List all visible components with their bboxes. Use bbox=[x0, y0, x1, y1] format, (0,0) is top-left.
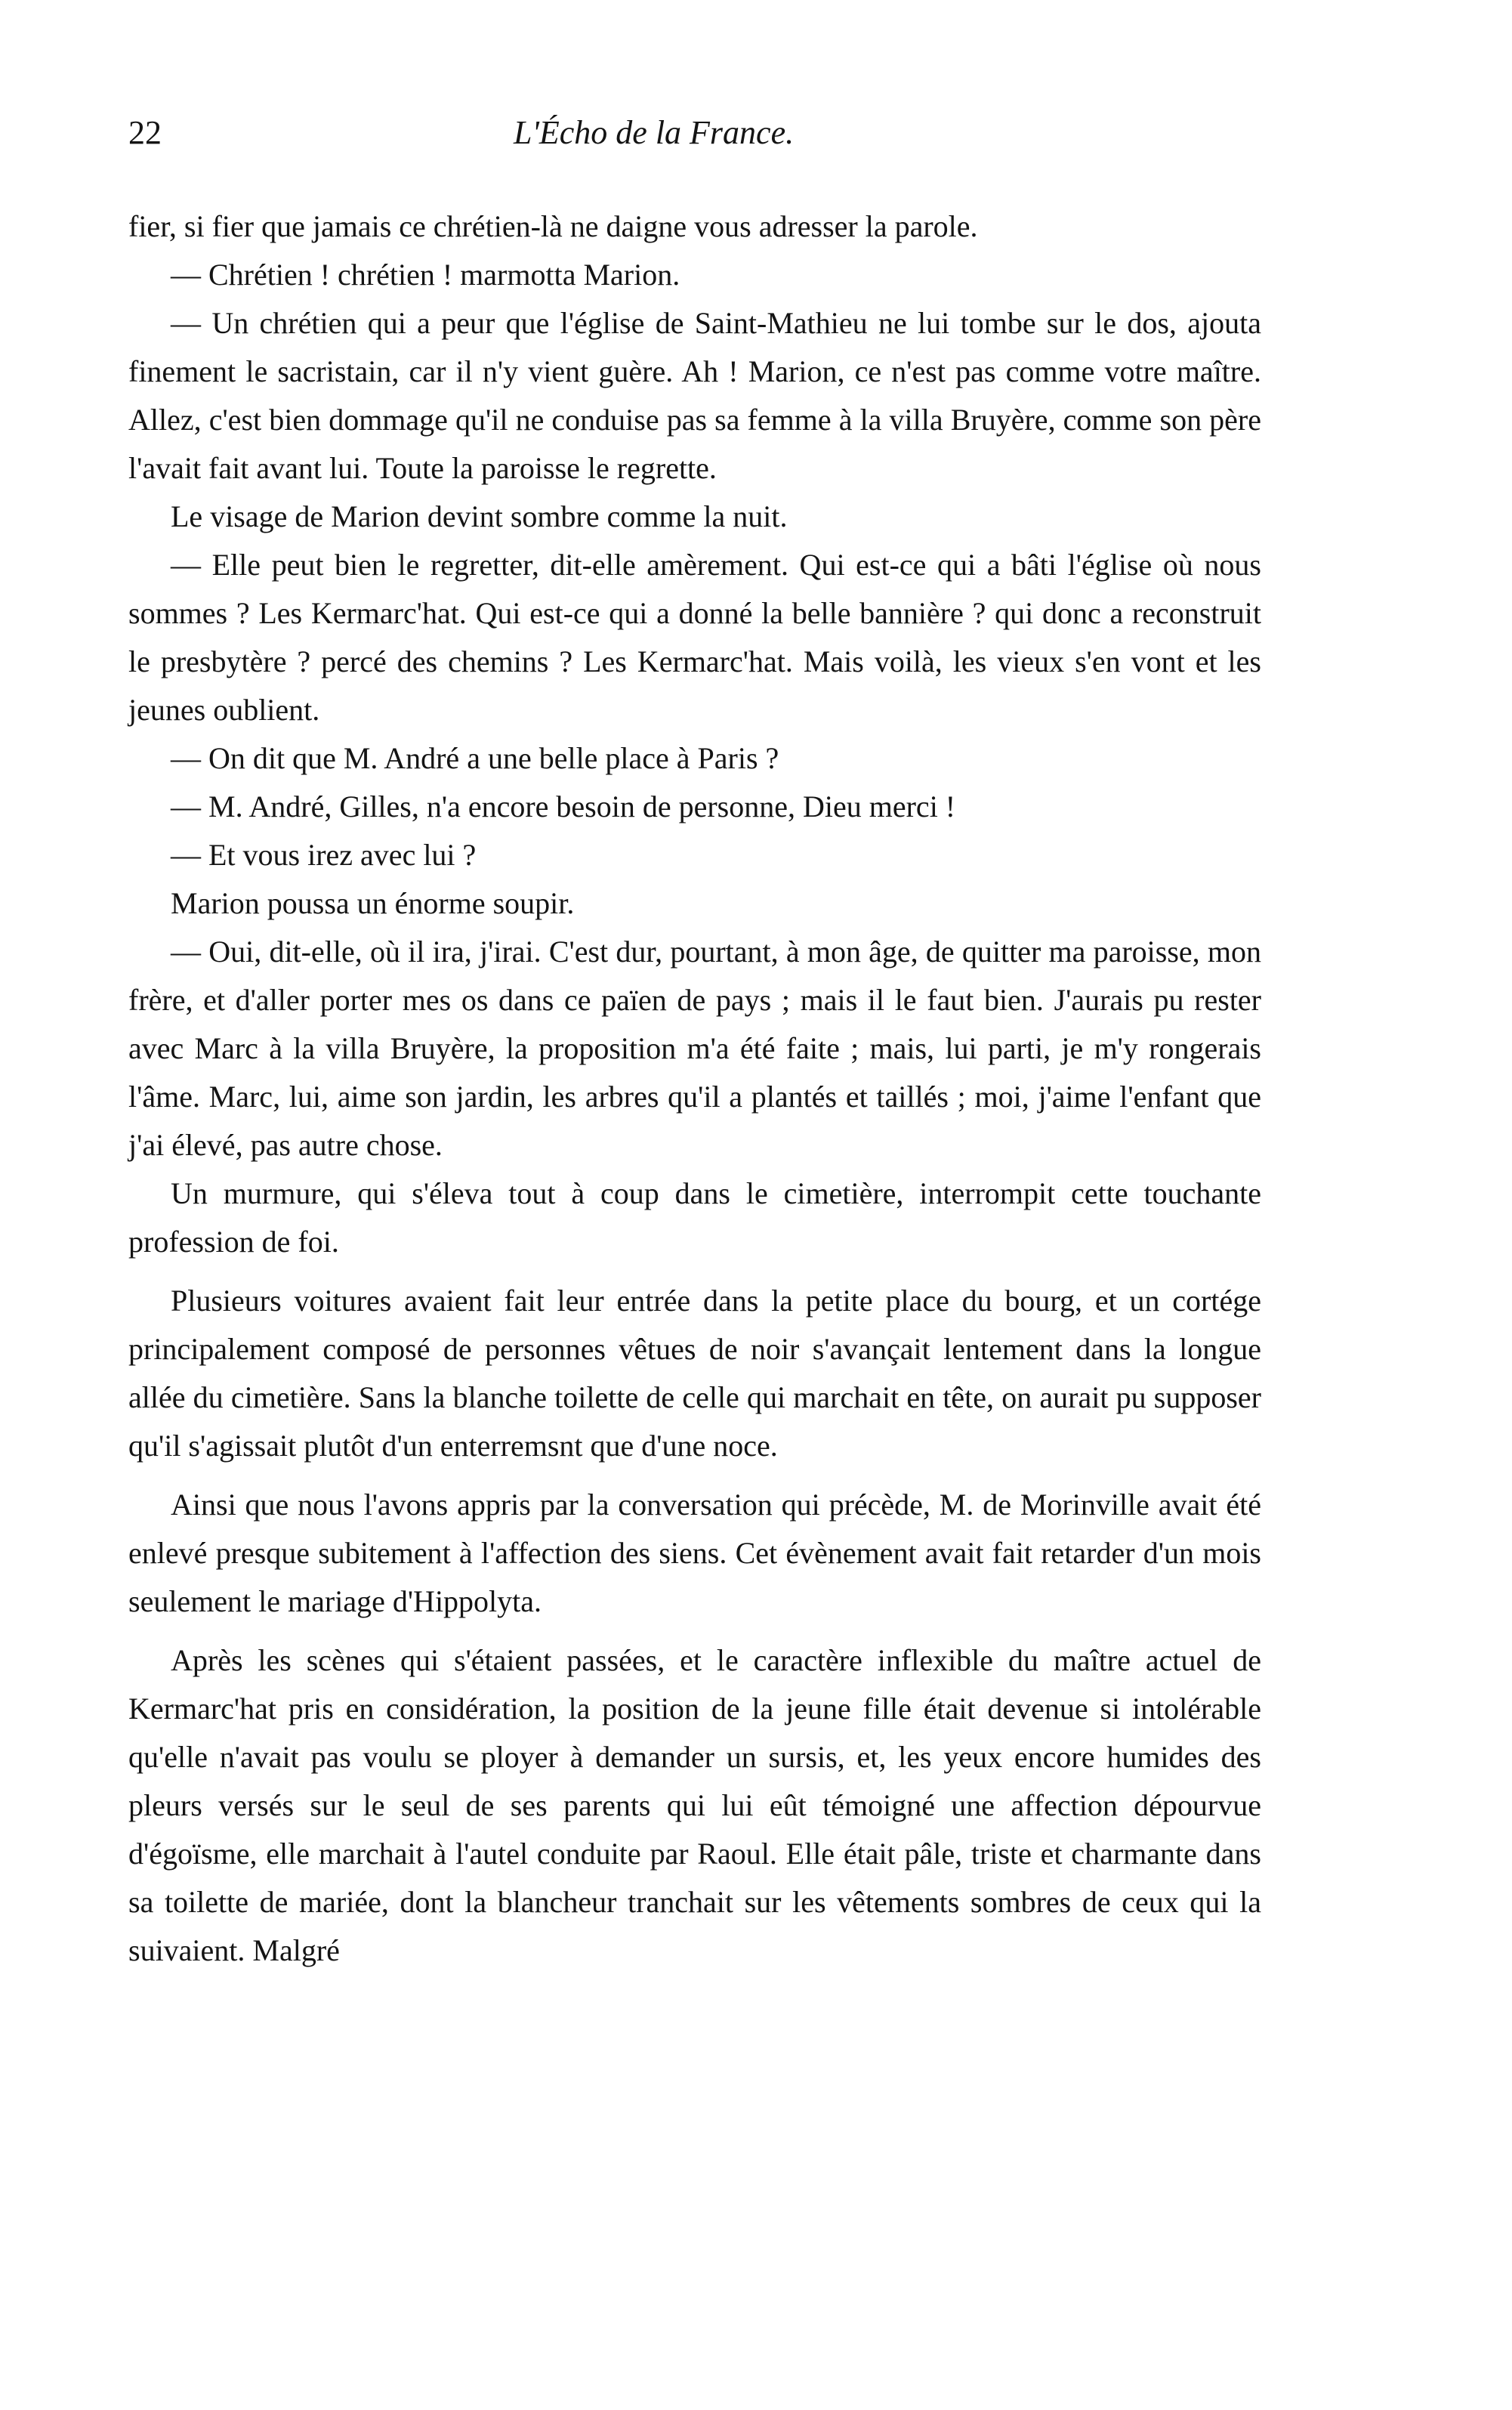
paragraph: — M. André, Gilles, n'a encore besoin de personne, Dieu merci ! bbox=[171, 789, 956, 823]
paragraph: — On dit que M. André a une belle place à Paris ? bbox=[171, 741, 779, 775]
paragraph: — Elle peut bien le regretter, dit-elle amèrement. Qui est-ce qui a bâti l'église où nous sommes ? Les Kermarc'hat. Qui est-ce qui a donné la belle bannière ? qui donc a reconstruit le presbytère ? percé des chemins ? Les Kermarc'hat. Mais voilà, les vieux s'en vont et les jeunes oublient. bbox=[128, 548, 1261, 727]
running-title: L'Écho de la France. bbox=[514, 114, 795, 151]
paragraph: Marion poussa un énorme soupir. bbox=[171, 886, 575, 920]
page-header bbox=[128, 113, 1261, 166]
paragraph: — Et vous irez avec lui ? bbox=[171, 838, 477, 872]
paragraph: — Un chrétien qui a peur que l'église de Saint-Mathieu ne lui tombe sur le dos, ajouta finement le sacristain, car il n'y vient guère. Ah ! Marion, ce n'est pas comme votre maître. Allez, c'est bien dommage qu'il ne conduise pas sa femme à la villa Bruyère, comme son père l'avait fait avant lui. Toute la paroisse le regrette. bbox=[128, 306, 1261, 485]
body-text bbox=[128, 202, 1261, 1975]
paragraph: Ainsi que nous l'avons appris par la conversation qui précède, M. de Morinville avait été enlevé presque subitement à l'affection des siens. Cet évènement avait fait retarder d'un mois seulement le mariage d'Hippolyta. bbox=[128, 1488, 1261, 1618]
paragraph: — Chrétien ! chrétien ! marmotta Marion. bbox=[171, 258, 680, 292]
paragraph: Plusieurs voitures avaient fait leur entrée dans la petite place du bourg, et un cortége principalement composé de personnes vêtues de noir s'avançait lentement dans la longue allée du cimetière. Sans la blanche toilette de celle qui marchait en tête, on aurait pu supposer qu'il s'agissait plutôt d'un enterremsnt que d'une noce. bbox=[128, 1284, 1261, 1463]
paragraph: fier, si fier que jamais ce chrétien-là ne daigne vous adresser la parole. bbox=[128, 209, 978, 243]
page-number: 22 bbox=[128, 114, 162, 151]
paragraph: Un murmure, qui s'éleva tout à coup dans le cimetière, interrompit cette touchante profession de foi. bbox=[128, 1176, 1261, 1259]
paragraph: — Oui, dit-elle, où il ira, j'irai. C'est dur, pourtant, à mon âge, de quitter ma paroisse, mon frère, et d'aller porter mes os dans ce païen de pays ; mais il le faut bien. J'aurais pu rester avec Marc à la villa Bruyère, la proposition m'a été faite ; mais, lui parti, je m'y rongerais l'âme. Marc, lui, aime son jardin, les arbres qu'il a plantés et taillés ; moi, j'aime l'enfant que j'ai élevé, pas autre chose. bbox=[128, 935, 1261, 1162]
paragraph: Le visage de Marion devint sombre comme la nuit. bbox=[171, 499, 788, 533]
paragraph: Après les scènes qui s'étaient passées, et le caractère inflexible du maître actuel de Kermarc'hat pris en considération, la position de la jeune fille était devenue si intolérable qu'elle n'avait pas voulu se ployer à demander un sursis, et, les yeux encore humides des pleurs versés sur le seul de ses parents qui lui eût témoigné une affection dépourvue d'égoïsme, elle marchait à l'autel conduite par Raoul. Elle était pâle, triste et charmante dans sa toilette de mariée, dont la blancheur tranchait sur les vêtements sombres de ceux qui la suivaient. Malgré bbox=[128, 1643, 1261, 1967]
book-page bbox=[128, 113, 1261, 1975]
